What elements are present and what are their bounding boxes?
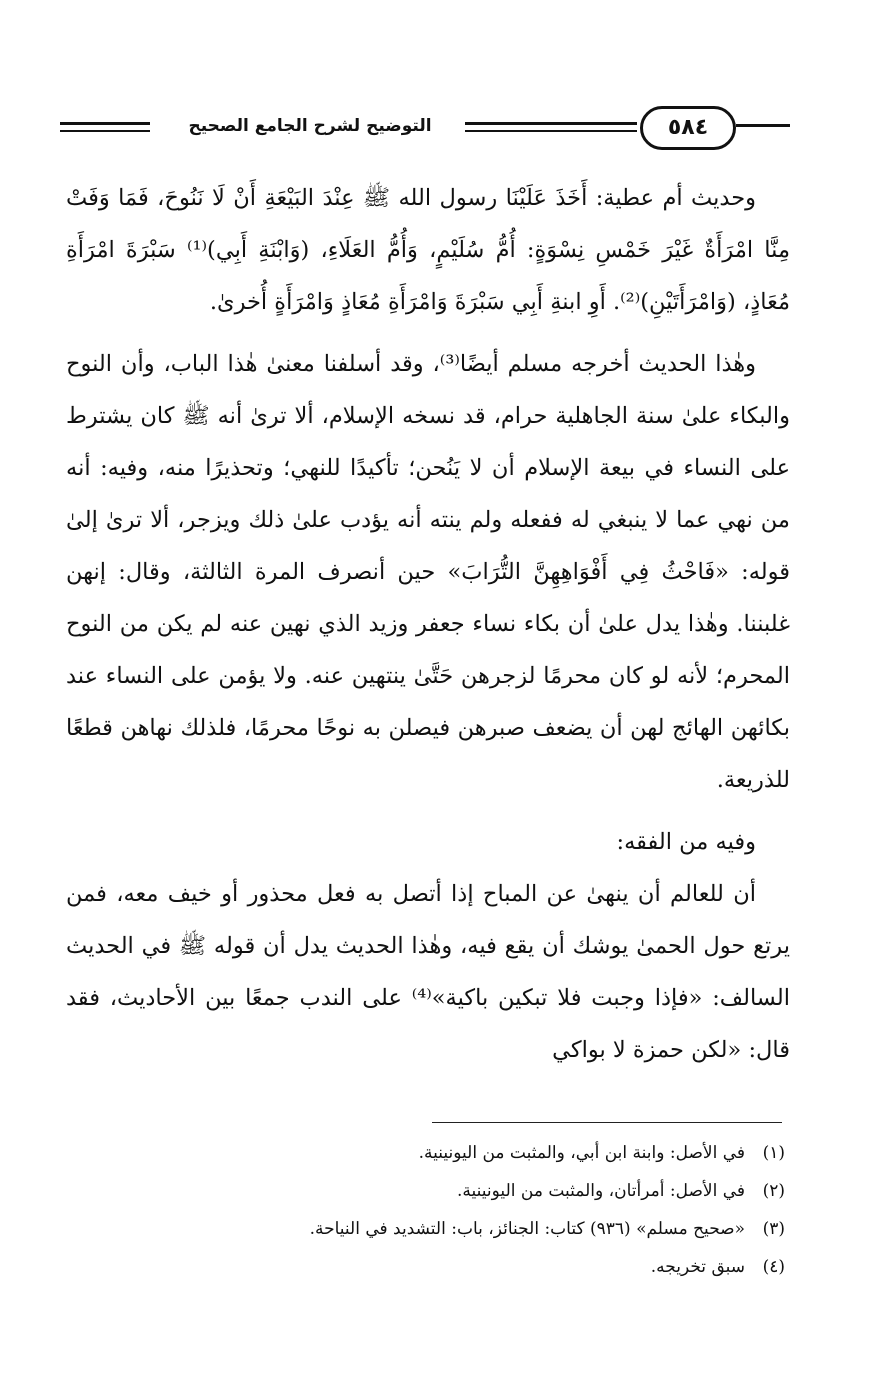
main-text [66,172,790,1086]
book-title: التوضيح لشرح الجامع الصحيح [188,116,432,136]
footnote-number: (١) [762,1143,785,1163]
footnote-4 [140,1248,785,1286]
footnote-3 [140,1210,785,1248]
paragraph-fiqh: أن للعالم أن ينهىٰ عن المباح إذا أتصل به فعل محذور أو خيف معه، فمن يرتع حول الحمىٰ يوشك أن يقع فيه، وهٰذا الحديث يدل أن قوله ﷺ في الحديث السالف: «فإذا وجبت فلا تبكين باكية»⁽⁴⁾ على الندب جمعًا بين الأحاديث، فقد قال: «لكن حمزة لا بواكي [66,881,790,1063]
header-rule-left-bottom [60,130,150,132]
paragraph-commentary: وهٰذا الحديث أخرجه مسلم أيضًا⁽³⁾، وقد أسلفنا معنىٰ هٰذا الباب، وأن النوح والبكاء علىٰ سنة الجاهلية حرام، قد نسخه الإسلام، ألا ترىٰ أنه ﷺ كان يشترط على النساء في بيعة الإسلام أن لا يَنُحن؛ تأكيدًا للنهي؛ وتحذيرًا منه، وفيه: أنه من نهي عما لا ينبغي له ففعله ولم ينته أنه يؤدب علىٰ ذلك ويزجر، ألا ترىٰ إلىٰ قوله: «فَاحْثُ فِي أَفْوَاهِهِنَّ التُّرَابَ» حين أنصرف المرة الثالثة، وقال: إنهن غلبننا. وهٰذا يدل علىٰ أن بكاء نساء جعفر وزيد الذي نهين عنه لم يكن من النوح المحرم؛ لأنه لو كان محرمًا لزجرهن حَتَّىٰ ينتهين عنه. ولا يؤمن على النساء عند بكائهن الهائج لهن أن يضعف صبرهن فيصلن به نوحًا محرمًا، فلذلك نهاهن قطعًا للذريعة. [66,351,790,793]
page-number-badge: ٥٨٤ [640,106,736,150]
header-rule-right-bottom [465,130,637,132]
header-rule-right-top [465,122,637,125]
footnote-1 [140,1134,785,1172]
footnote-text: في الأصل: وابنة ابن أبي، والمثبت من اليونينية. [418,1143,745,1163]
header-rule-tail [736,124,790,127]
footnote-number: (٤) [762,1257,785,1277]
footnote-text: في الأصل: أمرأتان، والمثبت من اليونينية. [457,1181,745,1201]
footnotes [140,1134,785,1286]
footnote-text: سبق تخريجه. [650,1257,745,1277]
page-header [60,100,790,160]
footnote-2 [140,1172,785,1210]
footnote-text: «صحيح مسلم» (٩٣٦) كتاب: الجنائز، باب: التشديد في النياحة. [309,1219,745,1239]
footnote-number: (٣) [762,1219,785,1239]
header-rule-left-top [60,122,150,125]
paragraph-hadith: وحديث أم عطية: أَخَذَ عَلَيْنَا رسول الله ﷺ عِنْدَ البَيْعَةِ أَنْ لَا نَنُوحَ، فَمَا وَفَتْ مِنَّا امْرَأَةٌ غَيْرَ خَمْسِ نِسْوَةٍ: أُمُّ سُلَيْمٍ، وَأُمُّ العَلَاءِ، (وَابْنَةِ أَبِي)⁽¹⁾ سَبْرَةَ امْرَأَةِ مُعَاذٍ، (وَامْرَأَتَيْنِ)⁽²⁾. أَوِ ابنةِ أَبِي سَبْرَةَ وَامْرَأَةِ مُعَاذٍ وَامْرَأَةٍ أُخرىٰ. [66,185,790,315]
paragraph-fiqh-heading: وفيه من الفقه: [616,829,756,855]
footnote-divider [432,1122,782,1123]
footnote-number: (٢) [762,1181,785,1201]
